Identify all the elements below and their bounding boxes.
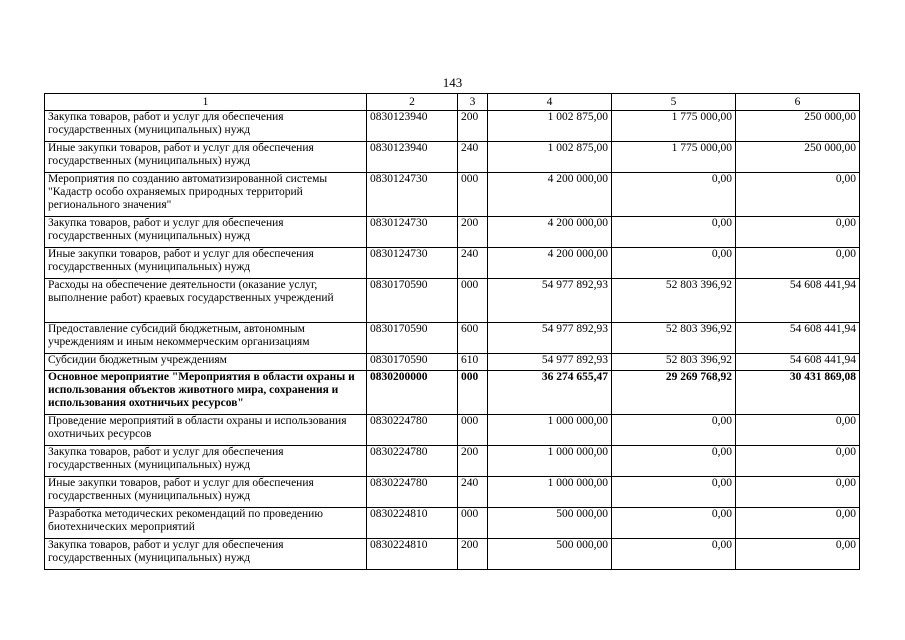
row-value-col4: 54 977 892,93 [488, 323, 612, 354]
row-target-code: 0830124730 [367, 248, 458, 279]
row-value-col5: 52 803 396,92 [612, 279, 736, 323]
row-expense-type: 000 [458, 415, 488, 446]
column-header: 5 [612, 94, 736, 111]
row-value-col4: 500 000,00 [488, 508, 612, 539]
row-expense-type: 200 [458, 111, 488, 142]
column-header: 3 [458, 94, 488, 111]
row-description: Иные закупки товаров, работ и услуг для обеспечения государственных (муниципальных) нужд [45, 248, 367, 279]
row-description: Закупка товаров, работ и услуг для обеспечения государственных (муниципальных) нужд [45, 539, 367, 570]
row-description: Иные закупки товаров, работ и услуг для обеспечения государственных (муниципальных) нужд [45, 142, 367, 173]
row-value-col6: 54 608 441,94 [736, 279, 860, 323]
row-expense-type: 200 [458, 446, 488, 477]
column-header: 1 [45, 94, 367, 111]
row-value-col6: 0,00 [736, 477, 860, 508]
row-value-col4: 500 000,00 [488, 539, 612, 570]
row-value-col5: 52 803 396,92 [612, 354, 736, 371]
row-target-code: 0830123940 [367, 142, 458, 173]
column-header: 2 [367, 94, 458, 111]
row-target-code: 0830170590 [367, 354, 458, 371]
row-value-col4: 1 002 875,00 [488, 111, 612, 142]
row-value-col5: 1 775 000,00 [612, 111, 736, 142]
table-row [45, 142, 860, 173]
row-value-col5: 0,00 [612, 508, 736, 539]
row-value-col4: 4 200 000,00 [488, 173, 612, 217]
table-row [45, 477, 860, 508]
row-value-col6: 0,00 [736, 173, 860, 217]
row-value-col5: 0,00 [612, 446, 736, 477]
table-row [45, 323, 860, 354]
column-header: 6 [736, 94, 860, 111]
row-target-code: 0830124730 [367, 217, 458, 248]
row-target-code: 0830224780 [367, 446, 458, 477]
row-value-col6: 250 000,00 [736, 111, 860, 142]
row-value-col5: 29 269 768,92 [612, 371, 736, 415]
row-value-col5: 1 775 000,00 [612, 142, 736, 173]
table-row [45, 111, 860, 142]
row-value-col4: 36 274 655,47 [488, 371, 612, 415]
row-value-col4: 54 977 892,93 [488, 279, 612, 323]
row-value-col4: 54 977 892,93 [488, 354, 612, 371]
row-value-col4: 1 002 875,00 [488, 142, 612, 173]
row-value-col5: 0,00 [612, 539, 736, 570]
row-target-code: 0830224810 [367, 539, 458, 570]
row-description: Расходы на обеспечение деятельности (оказание услуг, выполнение работ) краевых государственных учреждений [45, 279, 367, 323]
row-value-col6: 0,00 [736, 217, 860, 248]
table-row [45, 217, 860, 248]
table-row [45, 508, 860, 539]
row-description: Предоставление субсидий бюджетным, автономным учреждениям и иным некоммерческим организациям [45, 323, 367, 354]
row-expense-type: 600 [458, 323, 488, 354]
table-header-row [45, 94, 860, 111]
row-expense-type: 200 [458, 539, 488, 570]
row-expense-type: 610 [458, 354, 488, 371]
row-description: Основное мероприятие "Мероприятия в области охраны и использования объектов животного мира, сохранения и использования охотничьих ресурсов" [45, 371, 367, 415]
row-value-col5: 0,00 [612, 477, 736, 508]
row-description: Субсидии бюджетным учреждениям [45, 354, 367, 371]
row-target-code: 0830224780 [367, 415, 458, 446]
row-target-code: 0830124730 [367, 173, 458, 217]
row-target-code: 0830224810 [367, 508, 458, 539]
row-value-col4: 4 200 000,00 [488, 248, 612, 279]
table-row [45, 279, 860, 323]
row-value-col6: 54 608 441,94 [736, 354, 860, 371]
row-expense-type: 200 [458, 217, 488, 248]
table-row [45, 415, 860, 446]
column-header: 4 [488, 94, 612, 111]
row-target-code: 0830170590 [367, 279, 458, 323]
row-description: Проведение мероприятий в области охраны и использования охотничьих ресурсов [45, 415, 367, 446]
row-expense-type: 240 [458, 248, 488, 279]
row-value-col6: 0,00 [736, 508, 860, 539]
row-description: Разработка методических рекомендаций по проведению биотехнических мероприятий [45, 508, 367, 539]
row-value-col6: 54 608 441,94 [736, 323, 860, 354]
row-expense-type: 000 [458, 173, 488, 217]
row-expense-type: 240 [458, 477, 488, 508]
row-value-col6: 30 431 869,08 [736, 371, 860, 415]
table-row [45, 539, 860, 570]
row-description: Мероприятия по созданию автоматизированной системы "Кадастр особо охраняемых природных территорий регионального значения" [45, 173, 367, 217]
row-description: Закупка товаров, работ и услуг для обеспечения государственных (муниципальных) нужд [45, 446, 367, 477]
row-value-col4: 1 000 000,00 [488, 477, 612, 508]
row-value-col6: 0,00 [736, 415, 860, 446]
row-value-col5: 0,00 [612, 248, 736, 279]
row-value-col6: 0,00 [736, 446, 860, 477]
row-expense-type: 000 [458, 279, 488, 323]
row-value-col5: 0,00 [612, 415, 736, 446]
row-target-code: 0830224780 [367, 477, 458, 508]
row-description: Закупка товаров, работ и услуг для обеспечения государственных (муниципальных) нужд [45, 111, 367, 142]
table-row [45, 446, 860, 477]
row-target-code: 0830200000 [367, 371, 458, 415]
row-value-col6: 0,00 [736, 248, 860, 279]
table-row [45, 354, 860, 371]
row-expense-type: 240 [458, 142, 488, 173]
table-row [45, 248, 860, 279]
row-target-code: 0830170590 [367, 323, 458, 354]
row-description: Закупка товаров, работ и услуг для обеспечения государственных (муниципальных) нужд [45, 217, 367, 248]
row-value-col5: 0,00 [612, 217, 736, 248]
row-description: Иные закупки товаров, работ и услуг для обеспечения государственных (муниципальных) нужд [45, 477, 367, 508]
row-expense-type: 000 [458, 508, 488, 539]
row-value-col5: 0,00 [612, 173, 736, 217]
row-value-col4: 1 000 000,00 [488, 415, 612, 446]
row-value-col6: 250 000,00 [736, 142, 860, 173]
page-number: 143 [442, 75, 463, 90]
budget-table [44, 93, 860, 570]
row-expense-type: 000 [458, 371, 488, 415]
table-row [45, 173, 860, 217]
row-value-col6: 0,00 [736, 539, 860, 570]
row-value-col4: 1 000 000,00 [488, 446, 612, 477]
row-value-col5: 52 803 396,92 [612, 323, 736, 354]
table-row-main-event [45, 371, 860, 415]
row-target-code: 0830123940 [367, 111, 458, 142]
row-value-col4: 4 200 000,00 [488, 217, 612, 248]
